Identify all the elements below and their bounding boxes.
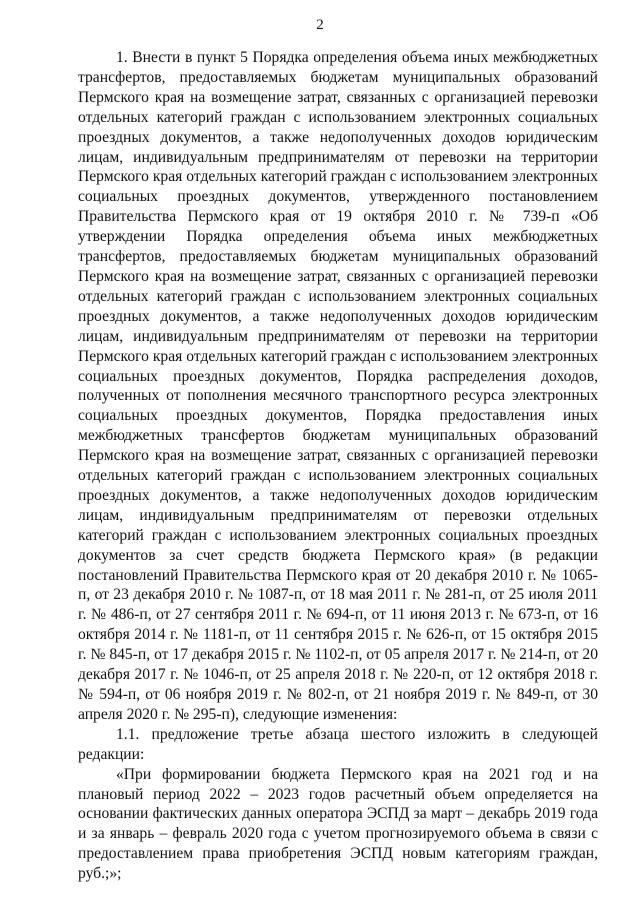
paragraph-amendment-item: 1.1. предложение третье абзаца шестого изложить в следующей редакции: <box>78 725 598 763</box>
paragraph-new-wording: «При формировании бюджета Пермского края на 2021 год и на плановый период 2022 – 2023 годов расчетный объем определяется на основании фактических данных оператора ЭСПД за март – декабрь 2019 года и за январь – февраль 2020 года с учетом прогнозируемого объема в связи с предоставлением права приобретения ЭСПД новым категориям граждан, руб.;»; <box>78 765 598 883</box>
paragraph-amendment-intro: 1. Внести в пункт 5 Порядка определения объема иных межбюджетных трансфертов, предоставляемых бюджетам муниципальных образований Пермского края на возмещение затрат, связанных с организацией перевозки отдельных категорий граждан с использованием электронных социальных проездных документов, а также недополученных доходов юридическим лицам, индивидуальным предпринимателям от перевозки на территории Пермского края отдельных категорий граждан с использованием электронных социальных проездных документов, утвержденного постановлением Правительства Пермского края от 19 октября 2010 г. № 739-п «Об утверждении Порядка определения объема иных межбюджетных трансфертов, предоставляемых бюджетам муниципальных образований Пермского края на возмещение затрат, связанных с организацией перевозки отдельных категорий граждан с использованием электронных социальных проездных документов, а также недополученных доходов юридическим лицам, индивидуальным предпринимателям от перевозки на территории Пермского края отдельных категорий граждан с использованием электронных социальных проездных документов, Порядка распределения доходов, полученных от пополнения месячного транспортного ресурса электронных социальных проездных документов, Порядка предоставления иных межбюджетных трансфертов бюджетам муниципальных образований Пермского края на возмещение затрат, связанных с организацией перевозки отдельных категорий граждан с использованием электронных социальных проездных документов, а также недополученных доходов юридическим лицам, индивидуальным предпринимателям от перевозки отдельных категорий граждан с использованием электронных социальных проездных документов за счет средств бюджета Пермского края» (в редакции постановлений Правительства Пермского края от 20 декабря 2010 г. № 1065-п, от 23 декабря 2010 г. № 1087-п, от 18 мая 2011 г. № 281-п, от 25 июля 2011 г. № 486-п, от 27 сентября 2011 г. № 694-п, от 11 июня 2013 г. № 673-п, от 16 октября 2014 г. № 1181-п, от 11 сентября 2015 г. № 626-п, от 15 октября 2015 г. № 845-п, от 17 декабря 2015 г. № 1102-п, от 05 апреля 2017 г. № 214-п, от 20 декабря 2017 г. № 1046-п, от 25 апреля 2018 г. № 220-п, от 12 октября 2018 г. № 594-п, от 06 ноября 2019 г. № 802-п, от 21 ноября 2019 г. № 849-п, от 30 апреля 2020 г. № 295-п), следующие изменения: <box>78 49 598 723</box>
document-body <box>78 48 598 884</box>
page-number: 2 <box>316 17 324 33</box>
